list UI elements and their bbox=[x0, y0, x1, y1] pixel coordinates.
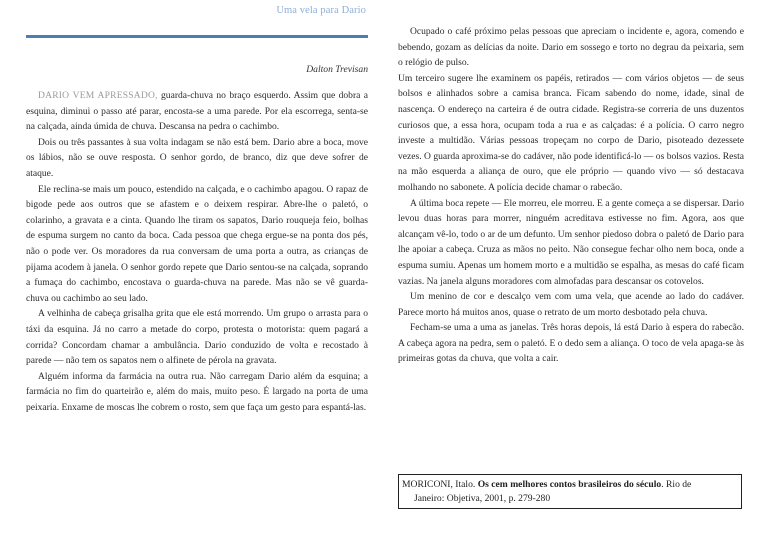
reference-after-title: . Rio de bbox=[661, 479, 692, 490]
paragraph bbox=[26, 88, 368, 135]
paragraph: Ocupado o café próximo pelas pessoas que apreciam o incidente e, agora, comendo e bebendo, gozam as delícias da noite. Dario em sossego e torto no degrau da peixaria, sem o relógio de pulso. bbox=[398, 26, 744, 69]
paragraph: Um menino de cor e descalço vem com uma vela, que acende ao lado do cadáver. Parece morto há muitos anos, quase o retrato de um morto desbotado pela chuva. bbox=[398, 291, 744, 318]
reference-publication: Janeiro: Objetiva, 2001, p. 279-280 bbox=[414, 492, 551, 504]
opening-rest: guarda-chuva no braço esquerdo. Assim que dobra a esquina, diminui o passo até parar, encosta-se a uma parede. Por ela escorrega, senta-se na calçada, ainda úmida de chuva. Descansa na pedra o cachimbo. bbox=[26, 90, 368, 133]
opening-lead: DARIO VEM APRESSADO, bbox=[38, 90, 158, 101]
reference-book-title: Os cem melhores contos brasileiros do século bbox=[477, 479, 662, 490]
paragraph: A velhinha de cabeça grisalha grita que ele está morrendo. Um grupo o arrasta para o táxi da esquina. Já no carro a metade do corpo, protesta o motorista: quem pagará a corrida? Concordam chamar a ambulância. Dario conduzido de volta e recostado à parede — não tem os sapatos nem o alfinete de pérola na gravata. bbox=[26, 308, 368, 367]
reference-author: MORICONI, Italo. bbox=[402, 479, 476, 490]
paragraph: A última boca repete — Ele morreu, ele morreu. E a gente começa a se dispersar. Dario levou duas horas para morrer, ninguém acreditava estivesse no fim. Agora, aos que alcançam vê-lo, todo o ar de um defunto. Um senhor piedoso dobra o paletó de Dario para lhe apoiar a cabeça. Cruza as mãos no peito. Não consegue fechar olho nem boca, onde a espuma sumiu. Apenas um homem morto e a multidão se espalha, as mesas do café ficam vazias. Na janela alguns moradores com almofadas para descansar os cotovelos. bbox=[398, 197, 744, 287]
story-text-left bbox=[26, 88, 368, 415]
running-header-title: Uma vela para Dario bbox=[276, 5, 366, 16]
paragraph: Fecham-se uma a uma as janelas. Três horas depois, lá está Dario à espera do rabecão. A cabeça agora na pedra, sem o paletó. E o dedo sem a aliança. O toco de vela apaga-se às primeiras gotas da chuva, que volta a cair. bbox=[398, 322, 744, 365]
author-name: Dalton Trevisan bbox=[306, 64, 368, 75]
paragraph: Um terceiro sugere lhe examinem os papéis, retirados — com vários objetos — de seus bolsos e alinhados sobre a camisa branca. Ficam sabendo do nome, idade, sinal de nascença. O endereço na carteira é de outra cidade. Registra-se correria de uns duzentos curiosos que, a essa hora, ocupam toda a rua e as calçadas: é a polícia. O carro negro investe a multidão. Várias pessoas tropeçam no corpo de Dario, pisoteado dezessete vezes. O guarda aproxima-se do cadáver, não pode identificá-lo — os bolsos vazios. Resta na mão esquerda a aliança de ouro, que ele próprio — quando vivo — só destacava molhando no sabonete. A polícia decide chamar o rabecão. bbox=[398, 72, 744, 193]
header-rule bbox=[26, 35, 368, 38]
paragraph: Alguém informa da farmácia na outra rua. Não carregam Dario além da esquina; a farmácia no fim do quarteirão e, além do mais, muito peso. É largado na porta de uma peixaria. Enxame de moscas lhe cobrem o rosto, sem que faça um gesto para espantá-las. bbox=[26, 370, 368, 413]
story-text-right bbox=[398, 24, 744, 367]
bibliographic-reference bbox=[398, 474, 742, 509]
paragraph: Dois ou três passantes à sua volta indagam se não está bem. Dario abre a boca, move os lábios, não se ouve resposta. O senhor gordo, de branco, diz que deve sofrer de ataque. bbox=[26, 136, 368, 179]
paragraph: Ele reclina-se mais um pouco, estendido na calçada, e o cachimbo apagou. O rapaz de bigode pede aos outros que se afastem e o deixem respirar. Abre-lhe o paletó, o colarinho, a gravata e a cinta. Quando lhe tiram os sapatos, Dario rouqueja feio, bolhas de espuma surgem no canto da boca. Cada pessoa que chega ergue-se na ponta dos pés, não o pode ver. Os moradores da rua conversam de uma porta a outra, as crianças de pijama acodem à janela. O senhor gordo repete que Dario sentou-se na calçada, soprando a fumaça do cachimbo, encostava o guarda-chuva na parede. Mas não se vê guarda-chuva ou cachimbo ao seu lado. bbox=[26, 183, 368, 304]
